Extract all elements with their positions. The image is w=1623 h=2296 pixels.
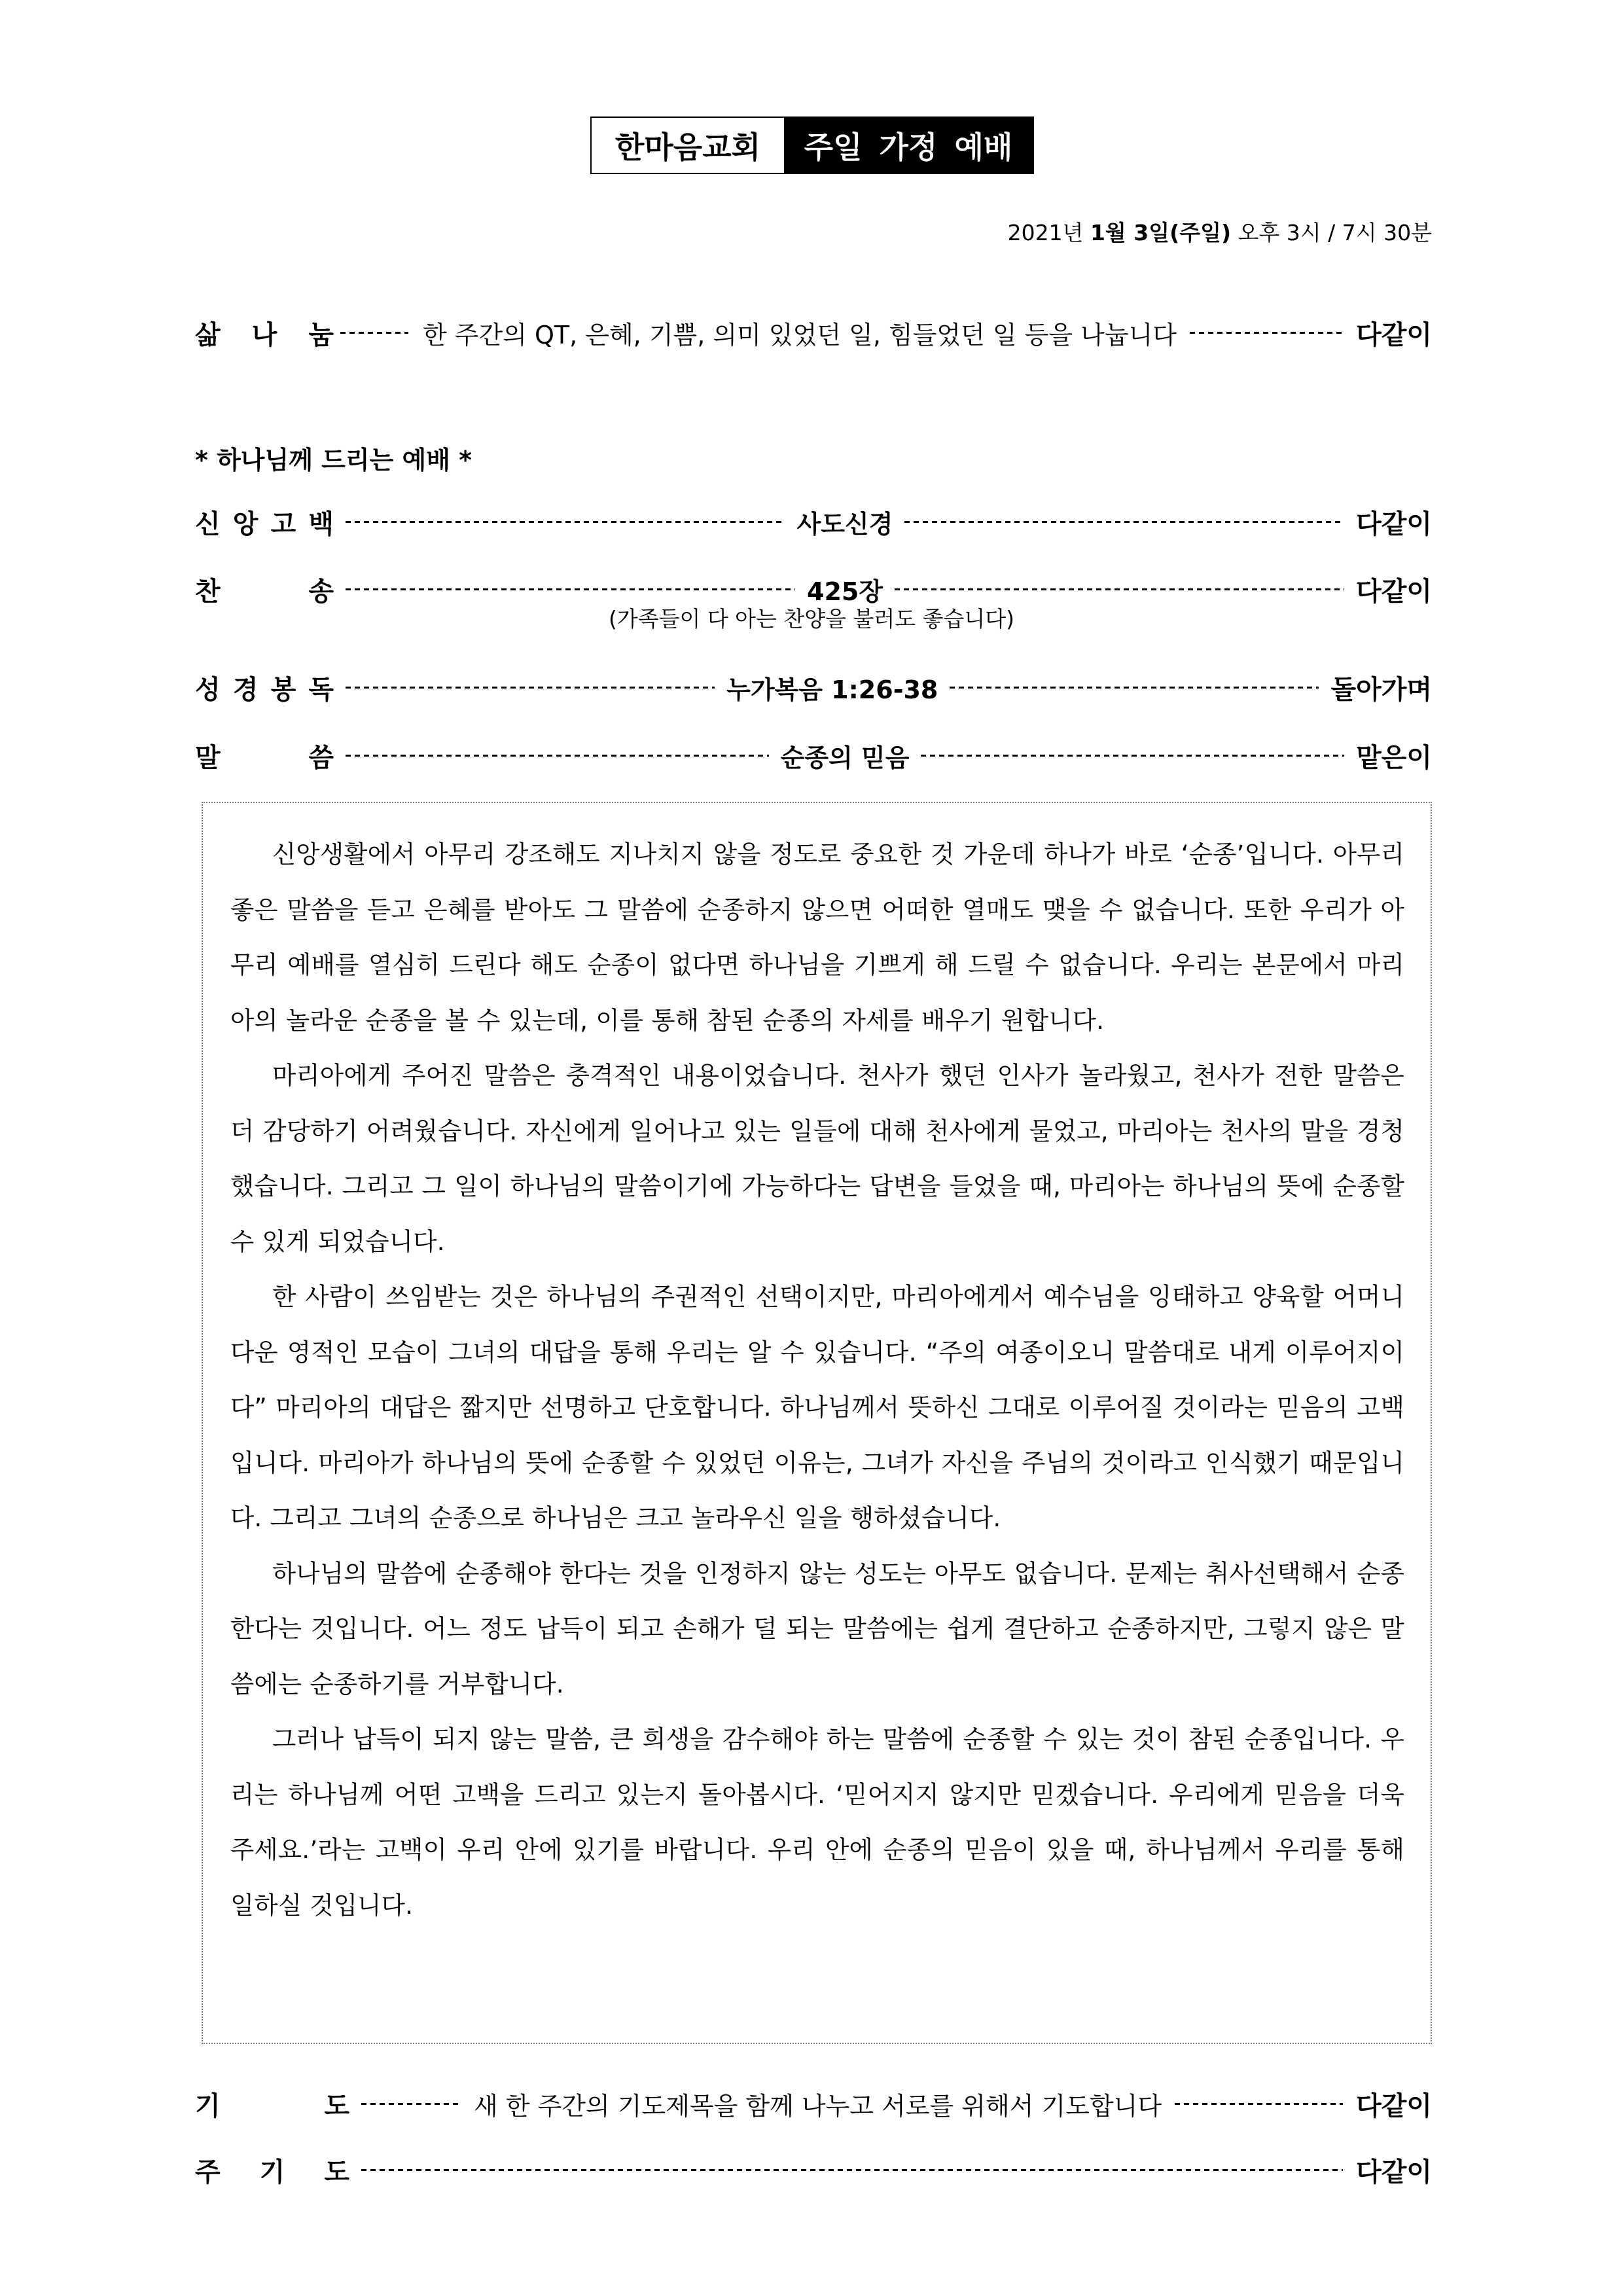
order-row-reading xyxy=(195,668,1432,707)
date-year: 2021년 xyxy=(1007,220,1084,245)
order-item: 누가복음 1:26-38 xyxy=(726,675,938,704)
dash-leader xyxy=(1190,332,1343,334)
dash-leader xyxy=(346,687,715,689)
church-name: 한마음교회 xyxy=(592,118,784,173)
prayer-description: 새 한 주간의 기도제목을 함께 나누고 서로를 위해서 기도합니다 xyxy=(474,2091,1162,2121)
order-row-sermon xyxy=(195,736,1432,775)
dash-leader xyxy=(346,588,795,590)
lords-prayer-who: 다같이 xyxy=(1356,2157,1432,2187)
sharing-description: 한 주간의 QT, 은혜, 기쁨, 의미 있었던 일, 힘들었던 일 등을 나눕니다 xyxy=(423,320,1177,350)
service-title: 주일 가정 예배 xyxy=(784,118,1033,173)
order-who: 돌아가며 xyxy=(1330,674,1433,705)
sermon-paragraph: 그러나 납득이 되지 않는 말씀, 큰 희생을 감수해야 하는 말씀에 순종할 수 있는 것이 참된 순종입니다. 우리는 하나님께 어떤 고백을 드리고 있는지 돌아봅시다. ‘믿어지지 않지만 믿겠습니다. 우리에게 믿음을 더욱 주세요.’라는 고백이 우리 안에 있기를 바랍니다. 우리 안에 순종의 믿음이 있을 때, 하나님께서 우리를 통해 일하실 것입니다. xyxy=(230,1725,1404,1920)
dash-leader xyxy=(361,2169,1343,2171)
date-line xyxy=(1008,216,1432,247)
sermon-paragraph: 마리아에게 주어진 말씀은 충격적인 내용이었습니다. 천사가 했던 인사가 놀라웠고, 천사가 전한 말씀은 더 감당하기 어려웠습니다. 자신에게 일어나고 있는 일들에 대해 천사에게 물었고, 마리아는 천사의 말을 경청했습니다. 그리고 그 일이 하나님의 말씀이기에 가능하다는 답변을 들었을 때, 마리아는 하나님의 뜻에 순종할 수 있게 되었습니다. xyxy=(230,1061,1404,1256)
dash-leader xyxy=(921,755,1344,757)
order-item: 425장 xyxy=(807,577,883,606)
sermon-paragraph: 하나님의 말씀에 순종해야 한다는 것을 인정하지 않는 성도는 아무도 없습니다. 문제는 취사선택해서 순종한다는 것입니다. 어느 정도 납득이 되고 손해가 덜 되는 말씀에는 쉽게 결단하고 순종하지만, 그렇지 않은 말씀에는 순종하기를 거부합니다. xyxy=(230,1558,1404,1698)
sermon-paragraph: 신앙생활에서 아무리 강조해도 지나치지 않을 정도로 중요한 것 가운데 하나가 바로 ‘순종’입니다. 아무리 좋은 말씀을 듣고 은혜를 받아도 그 말씀에 순종하지 않으면 어떠한 열매도 맺을 수 없습니다. 또한 우리가 아무리 예배를 열심히 드린다 해도 순종이 없다면 하나님을 기쁘게 해 드릴 수 없습니다. 우리는 본문에서 마리아의 놀라운 순종을 볼 수 있는데, 이를 통해 참된 순종의 자세를 배우기 원합니다. xyxy=(230,840,1404,1035)
sharing-label: 삶 나 눔 xyxy=(195,319,334,350)
section-heading: * 하나님께 드리는 예배 * xyxy=(195,446,473,475)
dash-leader xyxy=(340,332,408,334)
order-label: 신 앙 고 백 xyxy=(195,509,334,539)
sharing-row xyxy=(195,313,1432,352)
lords-prayer-label: 주 기 도 xyxy=(195,2157,349,2187)
order-label: 찬 송 xyxy=(195,576,334,607)
sermon-paragraph: 한 사람이 쓰임받는 것은 하나님의 주권적인 선택이지만, 마리아에게서 예수님을 잉태하고 양육할 어머니다운 영적인 모습이 그녀의 대답을 통해 우리는 알 수 있습니다. “주의 여종이오니 말씀대로 내게 이루어지이다” 마리아의 대답은 짧지만 선명하고 단호합니다. 하나님께서 뜻하신 그대로 이루어질 것이라는 믿음의 고백입니다. 마리아가 하나님의 뜻에 순종할 수 있었던 이유는, 그녀가 자신을 주님의 것이라고 인식했기 때문입니다. 그리고 그녀의 순종으로 하나님은 크고 놀라우신 일을 행하셨습니다. xyxy=(230,1282,1404,1532)
lords-prayer-row xyxy=(195,2150,1432,2189)
prayer-who: 다같이 xyxy=(1356,2090,1432,2121)
dash-leader xyxy=(950,687,1319,689)
date-times: 오후 3시 / 7시 30분 xyxy=(1238,220,1432,245)
sharing-who: 다같이 xyxy=(1356,319,1432,350)
dash-leader xyxy=(895,588,1344,590)
order-who: 다같이 xyxy=(1356,509,1433,539)
order-label: 말 씀 xyxy=(195,742,334,773)
order-row-creed xyxy=(195,502,1432,541)
sermon-box xyxy=(202,802,1432,2044)
date-day: 1월 3일(주일) xyxy=(1090,220,1232,245)
order-item: 순종의 믿음 xyxy=(780,743,910,772)
dash-leader xyxy=(346,521,785,523)
dash-leader xyxy=(904,521,1344,523)
dash-leader xyxy=(1175,2103,1343,2105)
order-who: 맡은이 xyxy=(1356,742,1433,773)
order-who: 다같이 xyxy=(1356,576,1433,607)
dash-leader xyxy=(361,2103,459,2105)
hymn-note: (가족들이 다 아는 찬양을 불러도 좋습니다) xyxy=(608,606,1015,632)
prayer-row xyxy=(195,2084,1432,2123)
order-label: 성 경 봉 독 xyxy=(195,674,334,705)
prayer-label: 기 도 xyxy=(195,2090,349,2121)
order-item: 사도신경 xyxy=(796,509,893,539)
title-box xyxy=(590,117,1034,174)
dash-leader xyxy=(346,755,769,757)
